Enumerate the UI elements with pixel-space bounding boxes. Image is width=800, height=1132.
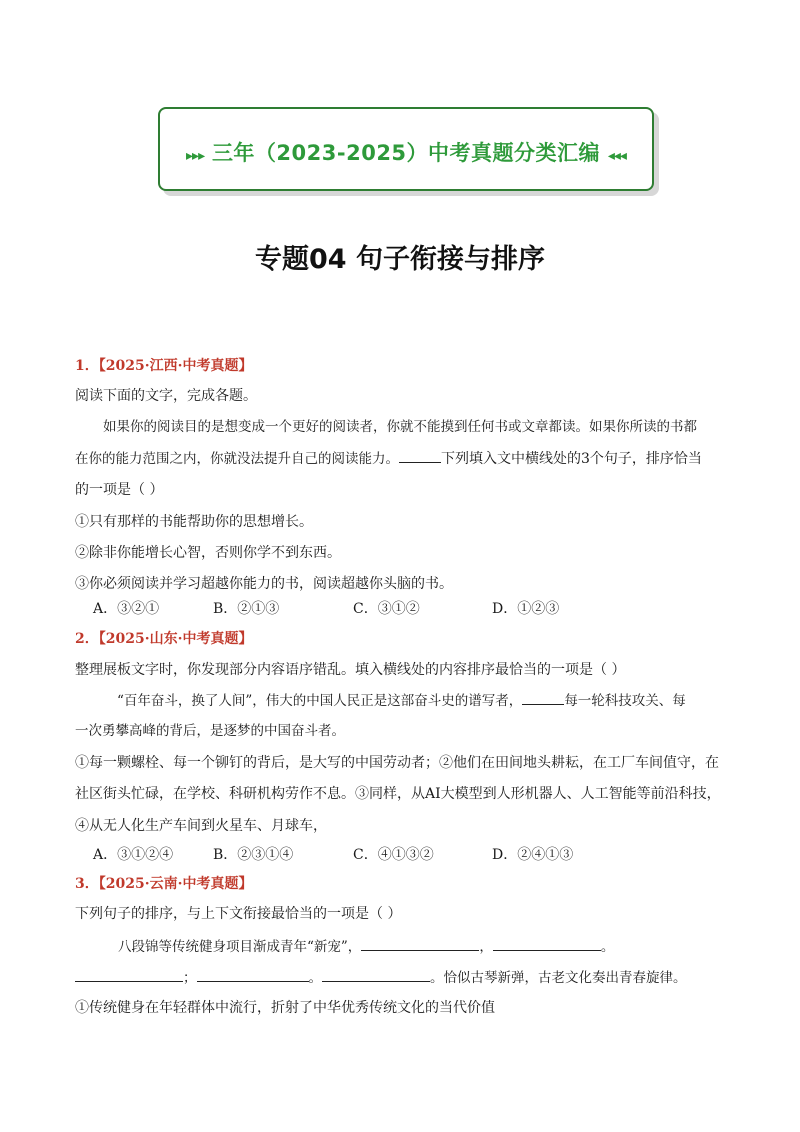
q1-passage-line1: 如果你的阅读目的是想变成一个更好的阅读者，你就不能摸到任何书或文章都读。如果你所读的书都 [103,419,697,435]
q2-blank [522,690,564,705]
q1-instruction: 阅读下面的文字，完成各题。 [75,388,257,404]
q1-option-a[interactable]: A．③②① [93,601,160,617]
q1-option-b[interactable]: B．②①③ [213,601,280,617]
q1-stem-end: 的一项是（ ） [75,482,164,498]
q3-blank-5 [322,967,430,982]
q3-passage-line2 [75,967,687,988]
q1-blank [399,448,441,463]
q2-sentences-line2: 社区街头忙碌，在学校、科研机构劳作不息。③同样，从AI大模型到人形机器人、人工智能等前沿科技， [75,786,721,802]
banner-title [160,137,652,167]
q2-sentences-line3: ④从无人化生产车间到火星车、月球车， [75,818,327,834]
q2-sentences-line1: ①每一颗螺栓、每一个铆钉的背后，是大写的中国劳动者；②他们在田间地头耕耘，在工厂车间值守，在 [75,755,719,771]
q2-option-d[interactable]: D．②④①③ [492,847,574,863]
q1-sentence-3: ③你必须阅读并学习超越你能力的书，阅读超越你头脑的书。 [75,576,453,592]
q3-period: 。 [600,939,615,955]
q2-passage-text: “百年奋斗，换了人间”，伟大的中国人民正是这部奋斗史的谱写者， [117,693,523,709]
q3-blank-2 [493,936,601,951]
q3-passage-line1 [118,936,614,957]
q1-passage-line2 [75,448,702,469]
q2-instruction: 整理展板文字时，你发现部分内容语序错乱。填入横线处的内容排序最恰当的一项是（ ） [75,662,626,678]
header-banner [158,107,654,191]
q1-option-d[interactable]: D．①②③ [492,601,560,617]
q2-passage-line1 [117,690,686,711]
page-title: 专题04 句子衔接与排序 [255,244,545,275]
banner-left-arrows-icon: ▸▸▸ [186,148,205,164]
q3-semicolon: ； [183,970,197,986]
q2-option-a[interactable]: A．③①②④ [93,847,174,863]
q3-blank-4 [197,967,309,982]
q1-heading: 1．【2025·江西·中考真题】 [75,358,253,374]
q1-option-c[interactable]: C．③①② [353,601,420,617]
q3-blank-1 [361,936,479,951]
q2-passage-line2: 一次勇攀高峰的背后，是逐梦的中国奋斗者。 [75,723,345,739]
q1-passage-text: 在你的能力范围之内，你就没法提升自己的阅读能力。 [75,451,399,467]
q2-passage-tail: 每一轮科技攻关、每 [564,693,686,709]
q1-sentence-1: ①只有那样的书能帮助你的思想增长。 [75,514,313,530]
banner-text: 三年（2023-2025）中考真题分类汇编 [211,141,601,165]
q2-option-b[interactable]: B．②③①④ [213,847,294,863]
q3-blank-3 [75,967,183,982]
q3-passage-text: 八段锦等传统健身项目渐成青年“新宠”， [118,939,362,955]
q1-sentence-2: ②除非你能增长心智，否则你学不到东西。 [75,545,341,561]
q3-period-2: 。 [308,970,322,986]
q2-heading: 2．【2025·山东·中考真题】 [75,631,253,647]
q3-instruction: 下列句子的排序，与上下文衔接最恰当的一项是（ ） [75,906,402,922]
q3-comma: ， [479,939,493,955]
q3-passage-tail: 。恰似古琴新弹，古老文化奏出青春旋律。 [430,970,687,986]
q3-heading: 3．【2025·云南·中考真题】 [75,876,253,892]
q1-instruction-tail: 下列填入文中横线处的3个句子，排序恰当 [441,451,702,467]
banner-right-arrows-icon: ◂◂◂ [607,148,626,164]
q3-sentence-1: ①传统健身在年轻群体中流行，折射了中华优秀传统文化的当代价值 [75,1000,495,1016]
q2-option-c[interactable]: C．④①③② [353,847,434,863]
